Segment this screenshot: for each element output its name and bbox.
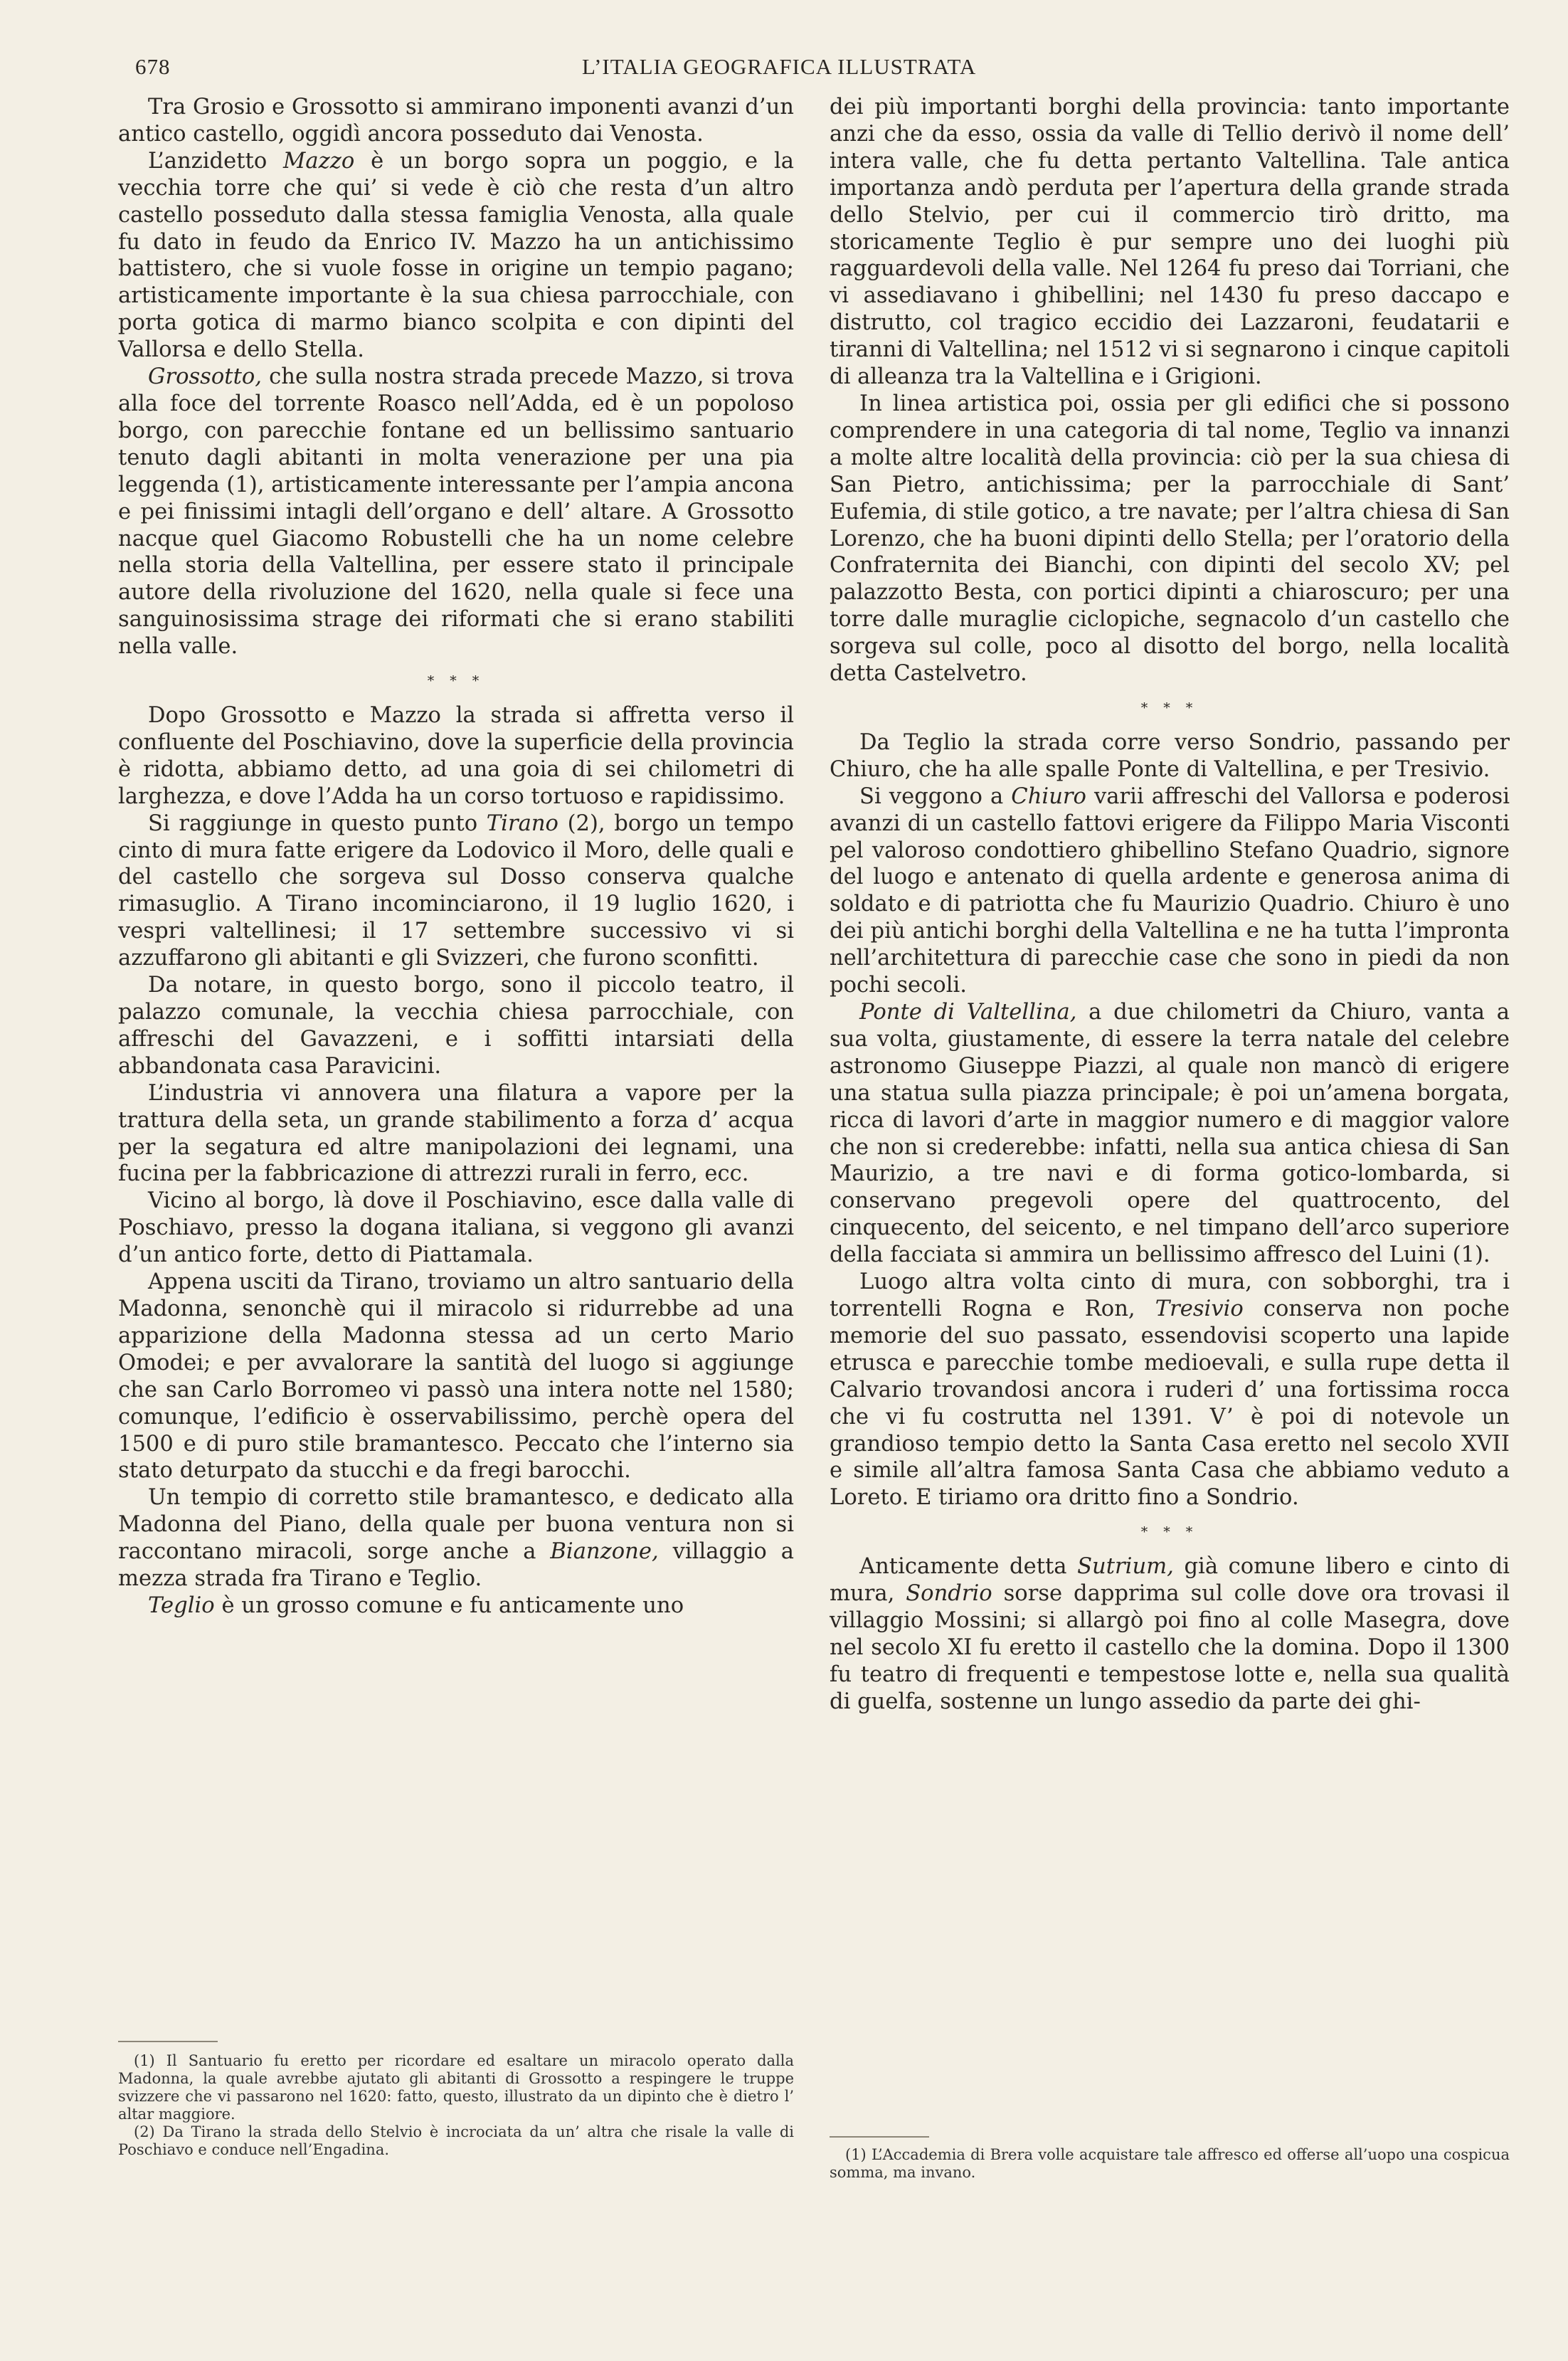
paragraph: Tra Grosio e Grossotto si ammirano imponenti avanzi d’un antico castello, oggidì ancora posseduto dai Venosta. <box>118 95 794 147</box>
running-header <box>135 48 1029 80</box>
place-name: Ponte di Valtellina, <box>859 1000 1077 1025</box>
paragraph: Luogo altra volta cinto di mura, con sobborghi, tra i torrentelli Rogna e Ron, Tresivio conserva non poche memorie del suo passato, essendovisi scoperto una lapide etrusca e parecchie tombe medioevali, e sulla rupe detta il Calvario trovandosi ancora i ruderi d’ una fortissima rocca che vi fu costrutta nel 1391. V’ è poi di notevole un grandioso tempio detto la Santa Casa eretto nel secolo XVII e simile all’altra famosa Santa Casa che abbiamo veduto a Loreto. E tiriamo ora dritto fino a Sondrio. <box>830 1269 1510 1511</box>
footnote-rule <box>830 2136 929 2138</box>
place-name: Sutrium, <box>1077 1554 1174 1580</box>
place-name: Teglio <box>148 1593 215 1618</box>
footnote: (2) Da Tirano la strada dello Stelvio è incrociata da un’ altra che risale la valle di Poschiavo e conduce nell’Engadina. <box>118 2123 794 2158</box>
paragraph: Anticamente detta Sutrium, già comune libero e cinto di mura, Sondrio sorse dapprima sul colle dove ora trovasi il villaggio Mossini; si allargò poi fino al colle Masegra, dove nel secolo XI fu eretto il castello che la domina. Dopo il 1300 fu teatro di frequenti e tempestose lotte e, nella sua qualità di guelfa, sostenne un lungo assedio da parte dei ghi- <box>830 1554 1510 1714</box>
place-name: Chiuro <box>1011 783 1086 809</box>
place-name: Bianzone, <box>550 1539 659 1565</box>
paragraph: Da notare, in questo borgo, sono il piccolo teatro, il palazzo comunale, la vecchia chiesa parrocchiale, con affreschi del Gavazzeni, e i soffitti intarsiati della abbandonata casa Paravicini. <box>118 973 794 1079</box>
footnote: (1) L’Accademia di Brera volle acquistare tale affresco ed offerse all’uopo una cospicua somma, ma invano. <box>830 2146 1510 2181</box>
footnote: (1) Il Santuario fu eretto per ricordare ed esaltare un miracolo operato dalla Madonna, la quale avrebbe ajutato gli abitanti di Grossotto a respingere le truppe svizzere che vi passarono nel 1620: fatto, questo, illustrato da un dipinto che è dietro l’ altar maggiore. <box>118 2052 794 2123</box>
place-name: Tirano <box>486 810 558 836</box>
paragraph: Grossotto, che sulla nostra strada precede Mazzo, si trova alla foce del torrente Roasco nell’Adda, ed è un popoloso borgo, con parecchie fontane ed un bellissimo santuario tenuto dagli abitanti in molta venerazione per una pia leggenda (1), artisticamente interessante per l’ampia ancona e pei finissimi intagli dell’organo e dell’ altare. A Grossotto nacque quel Giacomo Robustelli che ha un nome celebre nella storia della Valtellina, per essere stato il principale autore della rivoluzione del 1620, nella quale si fece una sanguinosissima strage dei riformati che si erano stabiliti nella valle. <box>118 364 794 660</box>
place-name: Grossotto, <box>148 364 263 390</box>
section-divider-asterism: * * * <box>427 673 485 690</box>
paragraph: Da Teglio la strada corre verso Sondrio, passando per Chiuro, che ha alle spalle Ponte di Valtellina, e per Tresivio. <box>830 729 1510 782</box>
paragraph: L’industria vi annovera una filatura a vapore per la trattura della seta, un grande stabilimento a forza d’ acqua per la segatura ed altre manipolazioni dei legnami, una fucina per la fabbricazione di attrezzi rurali in ferro, ecc. <box>118 1080 794 1187</box>
left-footnotes <box>118 2052 794 2159</box>
paragraph: L’anzidetto Mazzo è un borgo sopra un poggio, e la vecchia torre che qui’ si vede è ciò che resta d’un altro castello posseduto dalla stessa famiglia Venosta, alla quale fu dato in feudo da Enrico IV. Mazzo ha un antichissimo battistero, che si vuole fosse in origine un tempio pagano; artisticamente importante è la sua chiesa parrocchiale, con porta gotica di marmo bianco scolpita e con dipinti del Vallorsa e dello Stella. <box>118 148 794 363</box>
paragraph: Un tempio di corretto stile bramantesco, e dedicato alla Madonna del Piano, della quale per buona ventura non si raccontano miracoli, sorge anche a Bianzone, villaggio a mezza strada fra Tirano e Teglio. <box>118 1485 794 1592</box>
page-number: 678 <box>135 54 171 79</box>
section-divider-asterism: * * * <box>1140 1524 1199 1541</box>
place-name: Tresivio <box>1155 1296 1244 1321</box>
place-name: Sondrio <box>906 1581 992 1607</box>
paragraph: Appena usciti da Tirano, troviamo un altro santuario della Madonna, senonchè qui il miracolo si ridurrebbe ad una apparizione della Madonna stessa ad un certo Mario Omodei; e per avvalorare la santità del luogo si aggiunge che san Carlo Borromeo vi passò una intera notte nel 1580; comunque, l’edificio è osservabilissimo, perchè opera del 1500 e di puro stile bramantesco. Peccato che l’interno sia stato deturpato da stucchi e da fregi barocchi. <box>118 1269 794 1484</box>
paragraph: Teglio è un grosso comune e fu anticamente uno <box>148 1593 684 1618</box>
left-column <box>118 94 794 1620</box>
paragraph: Ponte di Valtellina, a due chilometri da Chiuro, vanta a sua volta, giustamente, di essere la terra natale del celebre astronomo Giuseppe Piazzi, al quale non mancò di erigere una statua sulla piazza principale; è poi un’amena borgata, ricca di lavori d’arte in maggior numero e di maggior valore che non si crederebbe: infatti, nella sua antica chiesa di San Maurizio, a tre navi e di forma gotico-lombarda, si conservano pregevoli opere del quattrocento, del cinquecento, del seicento, e nel timpano dell’arco superiore della facciata si ammira un bellissimo affresco del Luini (1). <box>830 1000 1510 1268</box>
right-footnotes <box>830 2146 1510 2182</box>
paragraph: Si raggiunge in questo punto Tirano (2), borgo un tempo cinto di mura fatte erigere da Lodovico il Moro, delle quali e del castello che sorgeva sul Dosso conserva qualche rimasuglio. A Tirano incominciarono, il 19 luglio 1620, i vespri valtellinesi; il 17 settembre successivo vi si azzuffarono gli abitanti e gli Svizzeri, che furono sconfitti. <box>118 810 794 971</box>
paragraph: Dopo Grossotto e Mazzo la strada si affretta verso il confluente del Poschiavino, dove la superficie della provincia è ridotta, abbiamo detto, ad una goia di sei chilometri di larghezza, e dove l’Adda ha un corso tortuoso e rapidissimo. <box>118 703 794 809</box>
paragraph: Vicino al borgo, là dove il Poschiavino, esce dalla valle di Poschiavo, presso la dogana italiana, si veggono gli avanzi d’un antico forte, detto di Piattamala. <box>118 1188 794 1268</box>
section-divider-asterism: * * * <box>1140 699 1199 716</box>
right-column <box>830 94 1510 1716</box>
paragraph: dei più importanti borghi della provincia: tanto importante anzi che da esso, ossia da valle di Tellio derivò il nome dell’ intera valle, che fu detta pertanto Valtellina. Tale antica importanza andò perduta per l’apertura della grande strada dello Stelvio, per cui il commercio tirò dritto, ma storicamente Teglio è pur sempre uno dei luoghi più ragguardevoli della valle. Nel 1264 fu preso dai Torriani, che vi assediavano i ghibellini; nel 1430 fu preso daccapo e distrutto, col tragico eccidio dei Lazzaroni, feudatarii e tiranni di Valtellina; nel 1512 vi si segnarono i cinque capitoli di alleanza tra la Valtellina e i Grigioni. <box>830 95 1510 390</box>
paragraph: In linea artistica poi, ossia per gli edifici che si possono comprendere in una categoria di tal nome, Teglio va innanzi a molte altre località della provincia: ciò per la sua chiesa di San Pietro, antichissima; per la parrocchiale di Sant’ Eufemia, di stile gotico, a tre navate; per l’altra chiesa di San Lorenzo, che ha buoni dipinti dello Stella; per l’oratorio della Confraternita dei Bianchi, con dipinti del secolo XV; pel palazzotto Besta, con portici dipinti a chiaroscuro; per una torre dalle muraglie ciclopiche, segnacolo d’un castello che sorgeva sul colle, poco al disotto del borgo, nella località detta Castelvetro. <box>830 391 1510 687</box>
paragraph: Si veggono a Chiuro varii affreschi del Vallorsa e poderosi avanzi di un castello fattovi erigere da Filippo Maria Visconti pel valoroso condottiero ghibellino Stefano Quadrio, signore del luogo e antenato di quella ardente e generosa anima di soldato e di patriotta che fu Maurizio Quadrio. Chiuro è uno dei più antichi borghi della Valtellina e ne ha tutta l’impronta nell’architettura di parecchie case che sono in piedi da non pochi secoli. <box>830 783 1510 998</box>
place-name: Mazzo <box>283 148 355 174</box>
footnote-rule <box>118 2041 218 2042</box>
running-title: L’ITALIA GEOGRAFICA ILLUSTRATA <box>582 54 977 79</box>
